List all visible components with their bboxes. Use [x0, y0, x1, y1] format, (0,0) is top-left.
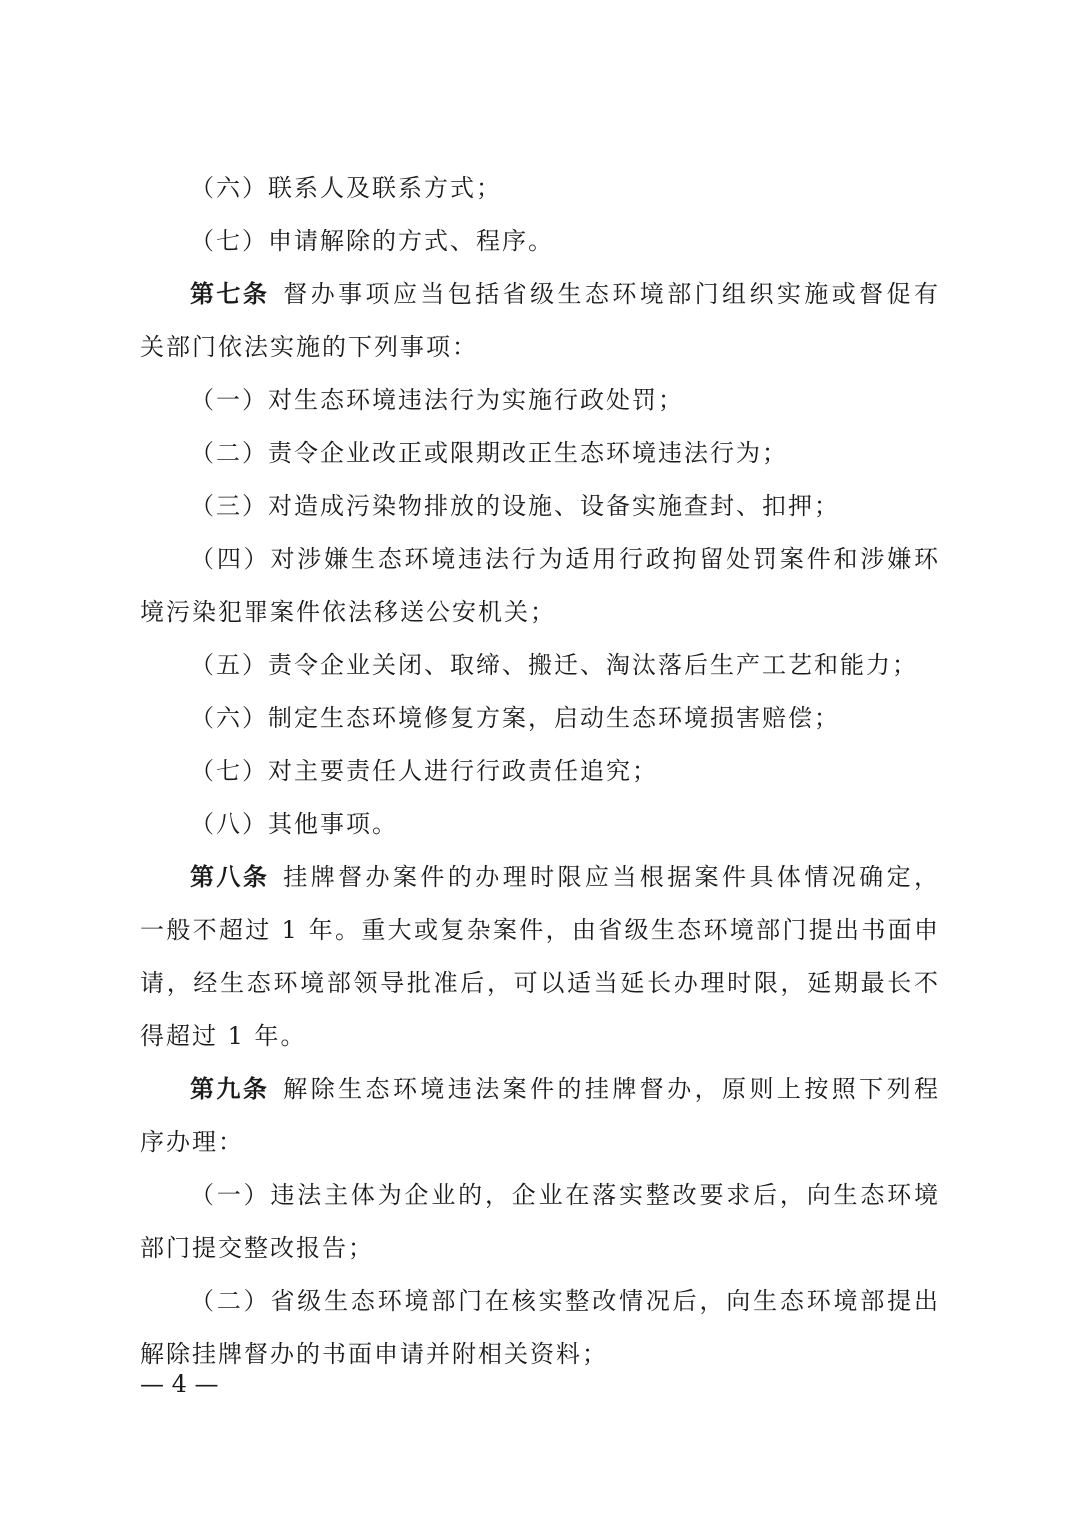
article-9-label: 第九条: [190, 1075, 270, 1103]
text-line: （六）制定生态环境修复方案，启动生态环境损害赔偿；: [190, 704, 840, 732]
text-line: 挂牌督办案件的办理时限应当根据案件具体情况确定，: [283, 863, 941, 891]
article-8-label: 第八条: [190, 863, 270, 891]
text-line: （七）对主要责任人进行行政责任追究；: [190, 757, 658, 785]
text-line: （六）联系人及联系方式；: [190, 174, 502, 202]
text-line: （四）对涉嫌生态环境违法行为适用行政拘留处罚案件和涉嫌环: [190, 545, 940, 573]
article-9-first-line: [190, 1073, 940, 1105]
text-line: 得超过 1 年。: [140, 1022, 307, 1050]
text-line: （一）对生态环境违法行为实施行政处罚；: [190, 386, 684, 414]
text-line: 序办理：: [140, 1128, 244, 1156]
article-7-first-line: [190, 278, 940, 310]
text-line: （七）申请解除的方式、程序。: [190, 227, 554, 255]
text-line: （二）省级生态环境部门在核实整改情况后，向生态环境部提出: [190, 1287, 940, 1315]
text-line: （八）其他事项。: [190, 810, 398, 838]
page-number: — 4 —: [140, 1370, 219, 1398]
text-line: （一）违法主体为企业的，企业在落实整改要求后，向生态环境: [190, 1181, 940, 1209]
text-line: （三）对造成污染物排放的设施、设备实施查封、扣押；: [190, 492, 840, 520]
text-line: 一般不超过 1 年。重大或复杂案件，由省级生态环境部门提出书面申: [140, 916, 940, 944]
article-8-first-line: [190, 861, 940, 893]
text-line: （二）责令企业改正或限期改正生态环境违法行为；: [190, 439, 788, 467]
text-line: 解除挂牌督办的书面申请并附相关资料；: [140, 1340, 608, 1368]
text-line: 解除生态环境违法案件的挂牌督办，原则上按照下列程: [283, 1075, 941, 1103]
text-line: 督办事项应当包括省级生态环境部门组织实施或督促有: [283, 280, 941, 308]
text-line: （五）责令企业关闭、取缔、搬迁、淘汰落后生产工艺和能力；: [190, 651, 918, 679]
text-line: 关部门依法实施的下列事项：: [140, 333, 478, 361]
text-line: 请，经生态环境部领导批准后，可以适当延长办理时限，延期最长不: [140, 969, 940, 997]
article-7-label: 第七条: [190, 280, 270, 308]
text-line: 部门提交整改报告；: [140, 1234, 374, 1262]
text-line: 境污染犯罪案件依法移送公安机关；: [140, 598, 556, 626]
